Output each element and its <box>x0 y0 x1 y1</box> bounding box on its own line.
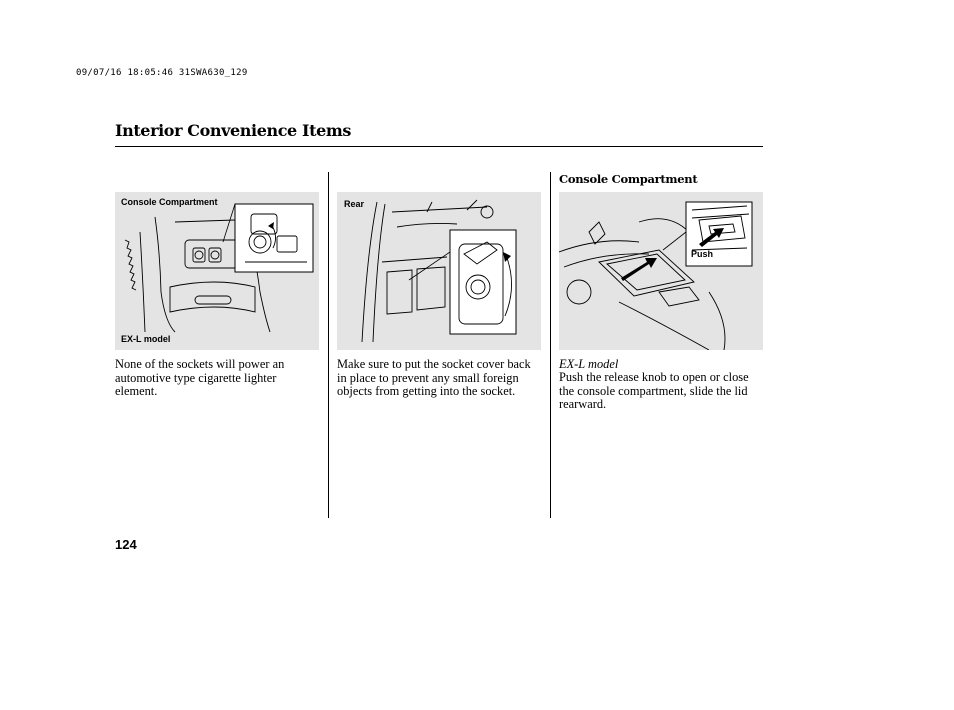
print-timestamp: 09/07/16 18:05:46 31SWA630_129 <box>76 68 248 78</box>
page-number: 124 <box>115 537 137 552</box>
section-heading: Console Compartment <box>559 172 698 186</box>
console-socket-illustration <box>115 192 319 350</box>
rear-socket-illustration <box>337 192 541 350</box>
figure-label: Console Compartment <box>121 197 218 207</box>
figure-label: Rear <box>344 199 365 209</box>
body-text: Push the release knob to open or close the console compartment, slide the lid rearward. <box>559 370 749 411</box>
figure-label: Push <box>691 249 714 259</box>
column-divider <box>550 172 551 518</box>
console-lid-illustration <box>559 192 763 350</box>
body-text: None of the sockets will power an automotive type cigarette lighter element. <box>115 357 285 398</box>
title-divider <box>115 146 763 147</box>
page-title: Interior Convenience Items <box>115 121 351 140</box>
column-divider <box>328 172 329 518</box>
figure-label: EX-L model <box>121 334 171 344</box>
body-text: Make sure to put the socket cover back in place to prevent any small foreign objects from getting into the socket. <box>337 357 531 398</box>
model-note: EX-L model <box>559 357 619 371</box>
